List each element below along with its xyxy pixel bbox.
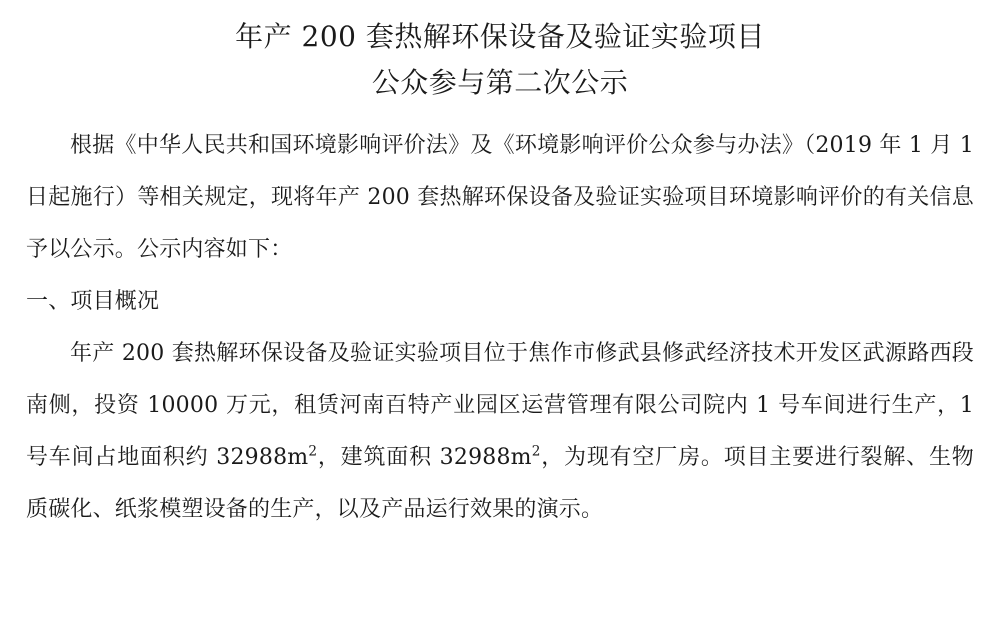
page-title: [26, 8, 974, 106]
page-title-line-2: 公众参与第二次公示: [371, 66, 629, 99]
project-overview-part-3: ，为现有空厂房。项目主要进行裂解、生物质碳化、纸浆模塑设备的生产，以及产品运行效果的演示。: [26, 445, 974, 522]
paragraph-intro: 根据《中华人民共和国环境影响评价法》及《环境影响评价公众参与办法》（2019 年 1 月 1 日起施行）等相关规定，现将年产 200 套热解环保设备及验证实验项目环境影响评价的有关信息予以公示。公示内容如下：: [26, 133, 974, 262]
superscript-area-1: 2: [308, 443, 318, 460]
project-overview-part-1: 年产 200 套热解环保设备及验证实验项目位于焦作市修武县修武经济技术开发区武源路西段南侧，投资 10000 万元，租赁河南百特产业园区运营管理有限公司院内 1 号车间进行生产，1 号车间占地面积约 32988m: [26, 341, 974, 470]
page-title-line-1: 年产 200 套热解环保设备及验证实验项目: [235, 20, 765, 53]
paragraph-project-overview: [26, 328, 974, 536]
section-heading-project-overview: 一、项目概况: [26, 289, 160, 314]
superscript-area-2: 2: [531, 443, 541, 460]
document-body: [26, 120, 974, 536]
project-overview-part-2: ，建筑面积 32988m: [317, 445, 532, 470]
